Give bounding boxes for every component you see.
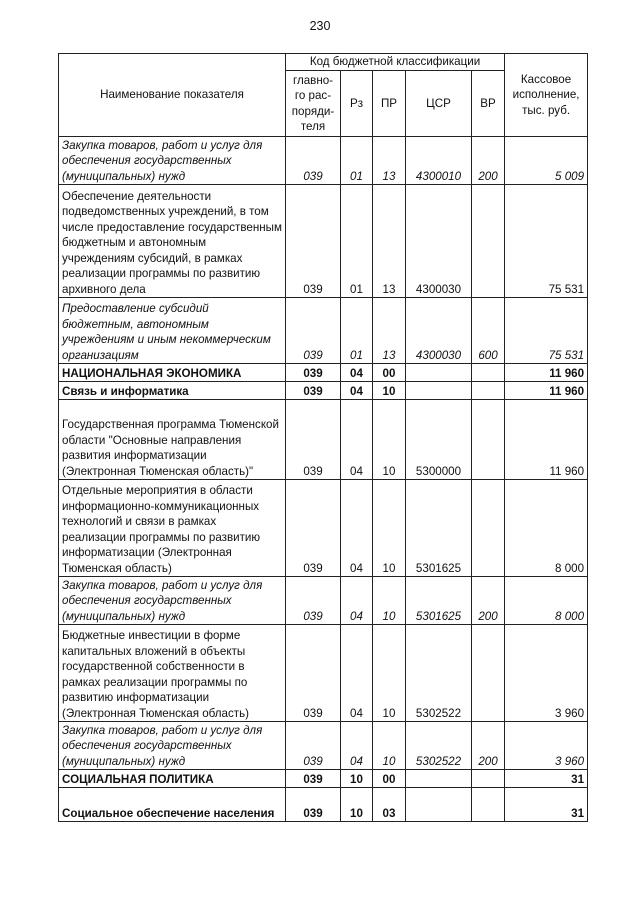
row-rz: 10 xyxy=(341,770,373,788)
row-amount: 31 xyxy=(505,770,588,788)
row-csr: 5300000 xyxy=(406,400,472,480)
header-name: Наименование показателя xyxy=(59,54,286,137)
table-row xyxy=(59,400,588,480)
row-rz: 04 xyxy=(341,400,373,480)
row-grbs: 039 xyxy=(286,625,341,722)
row-csr: 5301625 xyxy=(406,480,472,577)
row-name: НАЦИОНАЛЬНАЯ ЭКОНОМИКА xyxy=(59,364,286,382)
table-row xyxy=(59,364,588,382)
row-amount: 3 960 xyxy=(505,625,588,722)
row-grbs: 039 xyxy=(286,577,341,625)
row-amount: 8 000 xyxy=(505,480,588,577)
row-amount: 8 000 xyxy=(505,577,588,625)
header-rz: Рз xyxy=(341,71,373,137)
row-name: Государственная программа Тюменской области "Основные направления развития информатизации (Электронная Тюменская область)" xyxy=(59,400,286,480)
row-pr: 10 xyxy=(373,382,406,400)
row-name: Закупка товаров, работ и услуг для обеспечения государственных (муниципальных) нужд xyxy=(59,137,286,185)
row-grbs: 039 xyxy=(286,185,341,298)
row-amount: 3 960 xyxy=(505,722,588,770)
row-pr: 10 xyxy=(373,400,406,480)
row-pr: 00 xyxy=(373,770,406,788)
table-row xyxy=(59,722,588,770)
row-amount: 11 960 xyxy=(505,382,588,400)
row-amount: 11 960 xyxy=(505,400,588,480)
row-amount: 31 xyxy=(505,788,588,822)
row-name: Предоставление субсидий бюджетным, автономным учреждениям и иным некоммерческим организациям xyxy=(59,298,286,364)
row-pr: 10 xyxy=(373,480,406,577)
row-csr: 4300010 xyxy=(406,137,472,185)
row-name: Социальное обеспечение населения xyxy=(59,788,286,822)
row-pr: 13 xyxy=(373,185,406,298)
table-row xyxy=(59,770,588,788)
row-name: СОЦИАЛЬНАЯ ПОЛИТИКА xyxy=(59,770,286,788)
row-vr: 200 xyxy=(472,722,505,770)
row-vr: 600 xyxy=(472,298,505,364)
row-vr: 200 xyxy=(472,137,505,185)
row-csr xyxy=(406,788,472,822)
row-vr xyxy=(472,788,505,822)
row-vr xyxy=(472,185,505,298)
table-row xyxy=(59,788,588,822)
row-amount: 11 960 xyxy=(505,364,588,382)
row-pr: 10 xyxy=(373,577,406,625)
header-grbs: главно-го рас-поряди-теля xyxy=(286,71,341,137)
row-name: Закупка товаров, работ и услуг для обеспечения государственных (муниципальных) нужд xyxy=(59,722,286,770)
table-row xyxy=(59,577,588,625)
row-amount: 75 531 xyxy=(505,185,588,298)
row-grbs: 039 xyxy=(286,382,341,400)
table-row xyxy=(59,382,588,400)
table-row xyxy=(59,185,588,298)
row-rz: 04 xyxy=(341,480,373,577)
row-csr: 4300030 xyxy=(406,185,472,298)
row-pr: 00 xyxy=(373,364,406,382)
header-cash-execution: Кассовое исполнение, тыс. руб. xyxy=(505,54,588,137)
header-pr: ПР xyxy=(373,71,406,137)
table-row xyxy=(59,137,588,185)
row-grbs: 039 xyxy=(286,298,341,364)
row-rz: 04 xyxy=(341,364,373,382)
header-vr: ВР xyxy=(472,71,505,137)
row-vr xyxy=(472,770,505,788)
row-pr: 10 xyxy=(373,625,406,722)
row-pr: 10 xyxy=(373,722,406,770)
row-name: Отдельные мероприятия в области информационно-коммуникационных технологий и связи в рамках реализации программы по развитию информатизации (Электронная Тюменская область) xyxy=(59,480,286,577)
row-rz: 04 xyxy=(341,625,373,722)
row-csr: 5302522 xyxy=(406,625,472,722)
row-csr xyxy=(406,770,472,788)
row-vr xyxy=(472,364,505,382)
row-vr xyxy=(472,480,505,577)
row-name: Связь и информатика xyxy=(59,382,286,400)
row-rz: 04 xyxy=(341,722,373,770)
row-pr: 03 xyxy=(373,788,406,822)
row-rz: 01 xyxy=(341,298,373,364)
budget-table xyxy=(58,53,588,822)
header-code-group: Код бюджетной классификации xyxy=(286,54,505,71)
row-csr xyxy=(406,364,472,382)
row-vr xyxy=(472,382,505,400)
row-name: Бюджетные инвестиции в форме капитальных вложений в объекты государственной собственности в рамках реализации программы по развитию информатизации (Электронная Тюменская область) xyxy=(59,625,286,722)
row-vr xyxy=(472,625,505,722)
row-csr: 4300030 xyxy=(406,298,472,364)
row-grbs: 039 xyxy=(286,788,341,822)
row-grbs: 039 xyxy=(286,364,341,382)
row-csr xyxy=(406,382,472,400)
row-grbs: 039 xyxy=(286,137,341,185)
row-vr xyxy=(472,400,505,480)
row-amount: 75 531 xyxy=(505,298,588,364)
row-name: Обеспечение деятельности подведомственных учреждений, в том числе предоставление государственным бюджетным и автономным учреждениям субсидий, в рамках реализации программы по развитию архивного дела xyxy=(59,185,286,298)
header-csr: ЦСР xyxy=(406,71,472,137)
page-number: 230 xyxy=(309,19,331,33)
row-rz: 01 xyxy=(341,185,373,298)
row-rz: 01 xyxy=(341,137,373,185)
row-vr: 200 xyxy=(472,577,505,625)
row-name: Закупка товаров, работ и услуг для обеспечения государственных (муниципальных) нужд xyxy=(59,577,286,625)
row-amount: 5 009 xyxy=(505,137,588,185)
row-grbs: 039 xyxy=(286,480,341,577)
table-row xyxy=(59,298,588,364)
row-csr: 5301625 xyxy=(406,577,472,625)
row-pr: 13 xyxy=(373,298,406,364)
row-csr: 5302522 xyxy=(406,722,472,770)
row-rz: 04 xyxy=(341,382,373,400)
row-grbs: 039 xyxy=(286,770,341,788)
table-row xyxy=(59,625,588,722)
table-row xyxy=(59,480,588,577)
row-rz: 04 xyxy=(341,577,373,625)
row-rz: 10 xyxy=(341,788,373,822)
row-pr: 13 xyxy=(373,137,406,185)
row-grbs: 039 xyxy=(286,400,341,480)
row-grbs: 039 xyxy=(286,722,341,770)
